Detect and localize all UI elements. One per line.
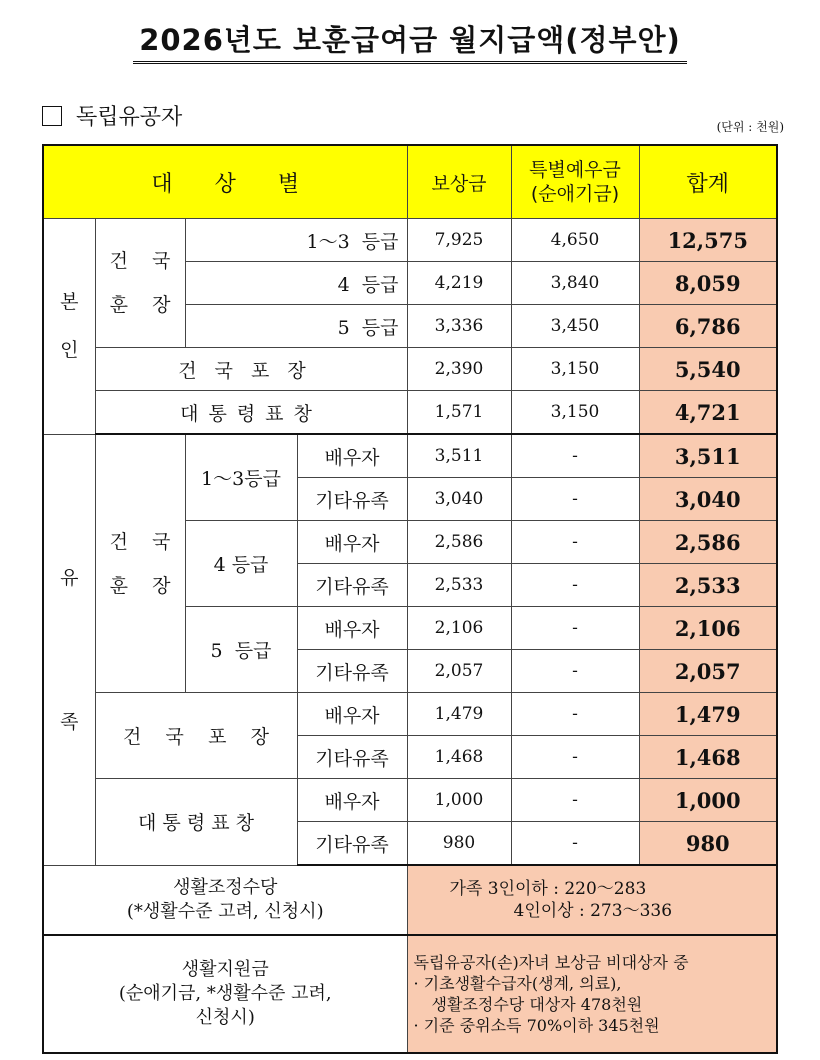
living-adjust-note [407,865,777,935]
table-row [43,434,777,478]
special-value: 3,450 [511,305,639,348]
group-family: 유 족 [43,434,95,865]
citation-label: 대 통 령 표 창 [95,779,297,866]
total-value: 980 [639,822,777,866]
grade-label: 4 등급 [185,521,297,607]
living-support-note [407,935,777,1053]
pledge-label: 건국포장 [95,348,407,391]
special-value: 3,840 [511,262,639,305]
note-line: · 기초생활수급자(생계, 의료), [413,974,622,993]
checkbox-square-icon [42,106,62,126]
table-row [43,391,777,435]
family-founding-merit: 건 국 훈 장 [95,434,185,693]
special-dash: - [511,779,639,822]
total-value: 2,533 [639,564,777,607]
special-dash: - [511,521,639,564]
special-dash: - [511,607,639,650]
special-value: 4,650 [511,219,639,262]
total-value: 3,511 [639,434,777,478]
group-self: 본 인 [43,219,95,435]
comp-value: 3,511 [407,434,511,478]
grade-label: 5 등급 [185,305,407,348]
comp-value: 2,533 [407,564,511,607]
comp-value: 1,000 [407,779,511,822]
header-special: 특별예우금 (순애기금) [511,145,639,219]
total-value: 12,575 [639,219,777,262]
comp-value: 3,040 [407,478,511,521]
comp-value: 7,925 [407,219,511,262]
special-dash: - [511,736,639,779]
grade-label: 4 등급 [185,262,407,305]
special-dash: - [511,693,639,736]
grade-label: 1～3등급 [185,434,297,521]
comp-value: 3,336 [407,305,511,348]
living-adjust-row [43,865,777,935]
special-dash: - [511,822,639,866]
unit-note: (단위 : 천원) [716,120,784,134]
living-support-label: 생활지원금 (순애기금, *생활수준 고려, 신청시) [43,935,407,1053]
special-dash: - [511,650,639,693]
other-family-label: 기타유족 [297,564,407,607]
special-dash: - [511,478,639,521]
table-row [43,779,777,822]
page-title: 2026년도 보훈급여금 월지급액(정부안) [0,18,820,59]
total-value: 5,540 [639,348,777,391]
payment-table [42,144,778,1054]
header-row [43,145,777,219]
spouse-label: 배우자 [297,779,407,822]
other-family-label: 기타유족 [297,650,407,693]
grade-label: 1～3 등급 [185,219,407,262]
living-support-row [43,935,777,1053]
other-family-label: 기타유족 [297,822,407,866]
total-value: 3,040 [639,478,777,521]
table-row [43,693,777,736]
comp-value: 1,571 [407,391,511,435]
comp-value: 2,390 [407,348,511,391]
total-value: 6,786 [639,305,777,348]
grade-label: 5 등급 [185,607,297,693]
citation-label: 대통령표창 [95,391,407,435]
spouse-label: 배우자 [297,434,407,478]
section-heading: 독립유공자 [42,100,182,131]
total-value: 2,057 [639,650,777,693]
note-line: 생활조정수당 대상자 478천원 [431,995,643,1014]
total-value: 1,000 [639,779,777,822]
comp-value: 2,586 [407,521,511,564]
total-value: 2,586 [639,521,777,564]
living-adjust-label: 생활조정수당 (*생활수준 고려, 신청시) [43,865,407,935]
total-value: 1,468 [639,736,777,779]
spouse-label: 배우자 [297,607,407,650]
note-line: 가족 3인이하 : 220～283 [449,879,647,899]
comp-value: 2,057 [407,650,511,693]
pledge-label: 건 국 포 장 [95,693,297,779]
spouse-label: 배우자 [297,693,407,736]
other-family-label: 기타유족 [297,478,407,521]
header-compensation: 보상금 [407,145,511,219]
header-total: 합계 [639,145,777,219]
comp-value: 1,468 [407,736,511,779]
other-family-label: 기타유족 [297,736,407,779]
header-target: 대 상 별 [43,145,407,219]
special-dash: - [511,434,639,478]
special-dash: - [511,564,639,607]
comp-value: 980 [407,822,511,866]
comp-value: 2,106 [407,607,511,650]
comp-value: 4,219 [407,262,511,305]
special-value: 3,150 [511,348,639,391]
spouse-label: 배우자 [297,521,407,564]
table-row [43,348,777,391]
total-value: 8,059 [639,262,777,305]
note-line: · 기준 중위소득 70%이하 345천원 [413,1016,660,1035]
note-line: 독립유공자(손)자녀 보상금 비대상자 중 [413,953,689,972]
self-founding-merit: 건 국 훈 장 [95,219,185,348]
special-value: 3,150 [511,391,639,435]
comp-value: 1,479 [407,693,511,736]
table-row [43,219,777,262]
total-value: 4,721 [639,391,777,435]
total-value: 2,106 [639,607,777,650]
note-line: 4인이상 : 273～336 [513,901,673,921]
total-value: 1,479 [639,693,777,736]
